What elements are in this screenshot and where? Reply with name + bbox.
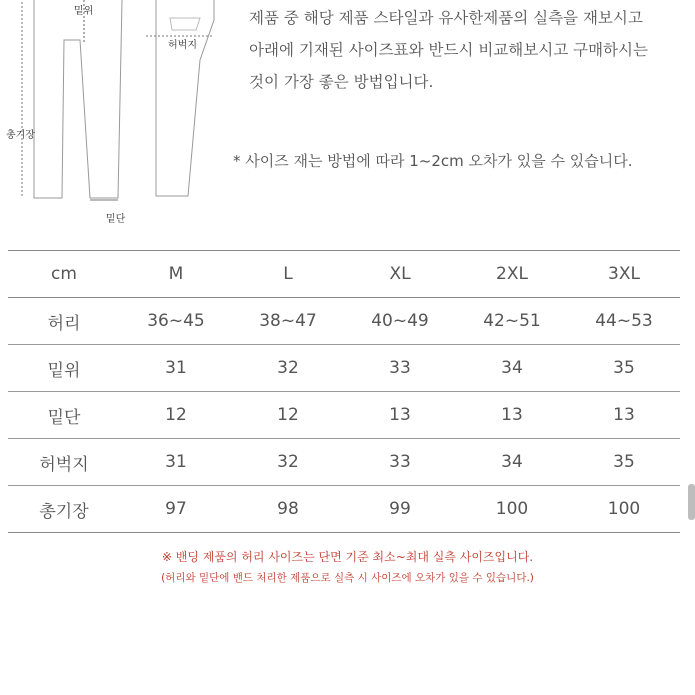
side-pants-outline [156,0,214,196]
table-row [8,345,680,392]
table-cell: 98 [277,499,299,519]
table-cell: 13 [613,405,635,425]
header-cell: cm [51,264,77,284]
intro-line: 아래에 기재된 사이즈표와 반드시 비교해보시고 구매하시는 [249,41,648,59]
table-cell: 13 [389,405,411,425]
pants-sketch [0,0,240,230]
table-cell: 40~49 [371,311,429,331]
diagram-label-length: 총기장 [6,130,35,141]
table-cell: 34 [501,358,523,378]
measurement-diagram [0,0,240,230]
table-cell: 33 [389,452,411,472]
table-cell: 31 [165,452,187,472]
table-cell: 33 [389,358,411,378]
header-cell: L [283,264,293,284]
header-cell: XL [389,264,411,284]
table-cell: 31 [165,358,187,378]
footnote-banding: ※ 밴딩 제품의 허리 사이즈는 단면 기준 최소~최대 실측 사이즈입니다. [161,550,534,564]
table-cell: 35 [613,358,635,378]
row-label: 허리 [47,313,81,334]
row-label: 총기장 [39,501,89,522]
row-label: 밑단 [47,407,81,428]
table-row [8,392,680,439]
scrollbar-thumb[interactable] [688,484,695,520]
pocket-outline [170,18,200,30]
table-cell: 12 [165,405,187,425]
header-cell: 2XL [496,264,528,284]
size-table [8,250,680,533]
row-label: 밑위 [47,360,81,381]
footnote-tolerance: (허리와 밑단에 밴드 처리한 제품으로 실측 시 사이즈에 오차가 있을 수 있습니다.) [161,572,534,584]
intro-text [249,2,689,98]
intro-line: 것이 가장 좋은 방법입니다. [249,73,434,91]
table-cell: 12 [277,405,299,425]
table-header-row [8,251,680,298]
table-cell: 100 [607,499,641,519]
table-cell: 97 [165,499,187,519]
header-cell: M [168,264,184,284]
table-row [8,486,680,533]
table-cell: 38~47 [259,311,317,331]
row-label: 허벅지 [39,454,89,475]
table-cell: 36~45 [147,311,205,331]
table-cell: 34 [501,452,523,472]
diagram-label-crotch: 밑위 [74,6,94,17]
diagram-label-hem: 밑단 [106,214,126,225]
table-row [8,439,680,486]
table-cell: 42~51 [483,311,541,331]
measurement-note: * 사이즈 재는 방법에 따라 1~2cm 오차가 있을 수 있습니다. [233,152,633,170]
table-cell: 35 [613,452,635,472]
diagram-label-thigh: 허벅지 [168,40,197,51]
intro-line: 제품 중 해당 제품 스타일과 유사한제품의 실측을 재보시고 [249,9,643,27]
table-cell: 100 [495,499,529,519]
table-cell: 32 [277,452,299,472]
table-cell: 32 [277,358,299,378]
table-cell: 13 [501,405,523,425]
table-cell: 44~53 [595,311,653,331]
table-row [8,298,680,345]
front-pants-outline [34,0,122,198]
header-cell: 3XL [608,264,640,284]
table-cell: 99 [389,499,411,519]
